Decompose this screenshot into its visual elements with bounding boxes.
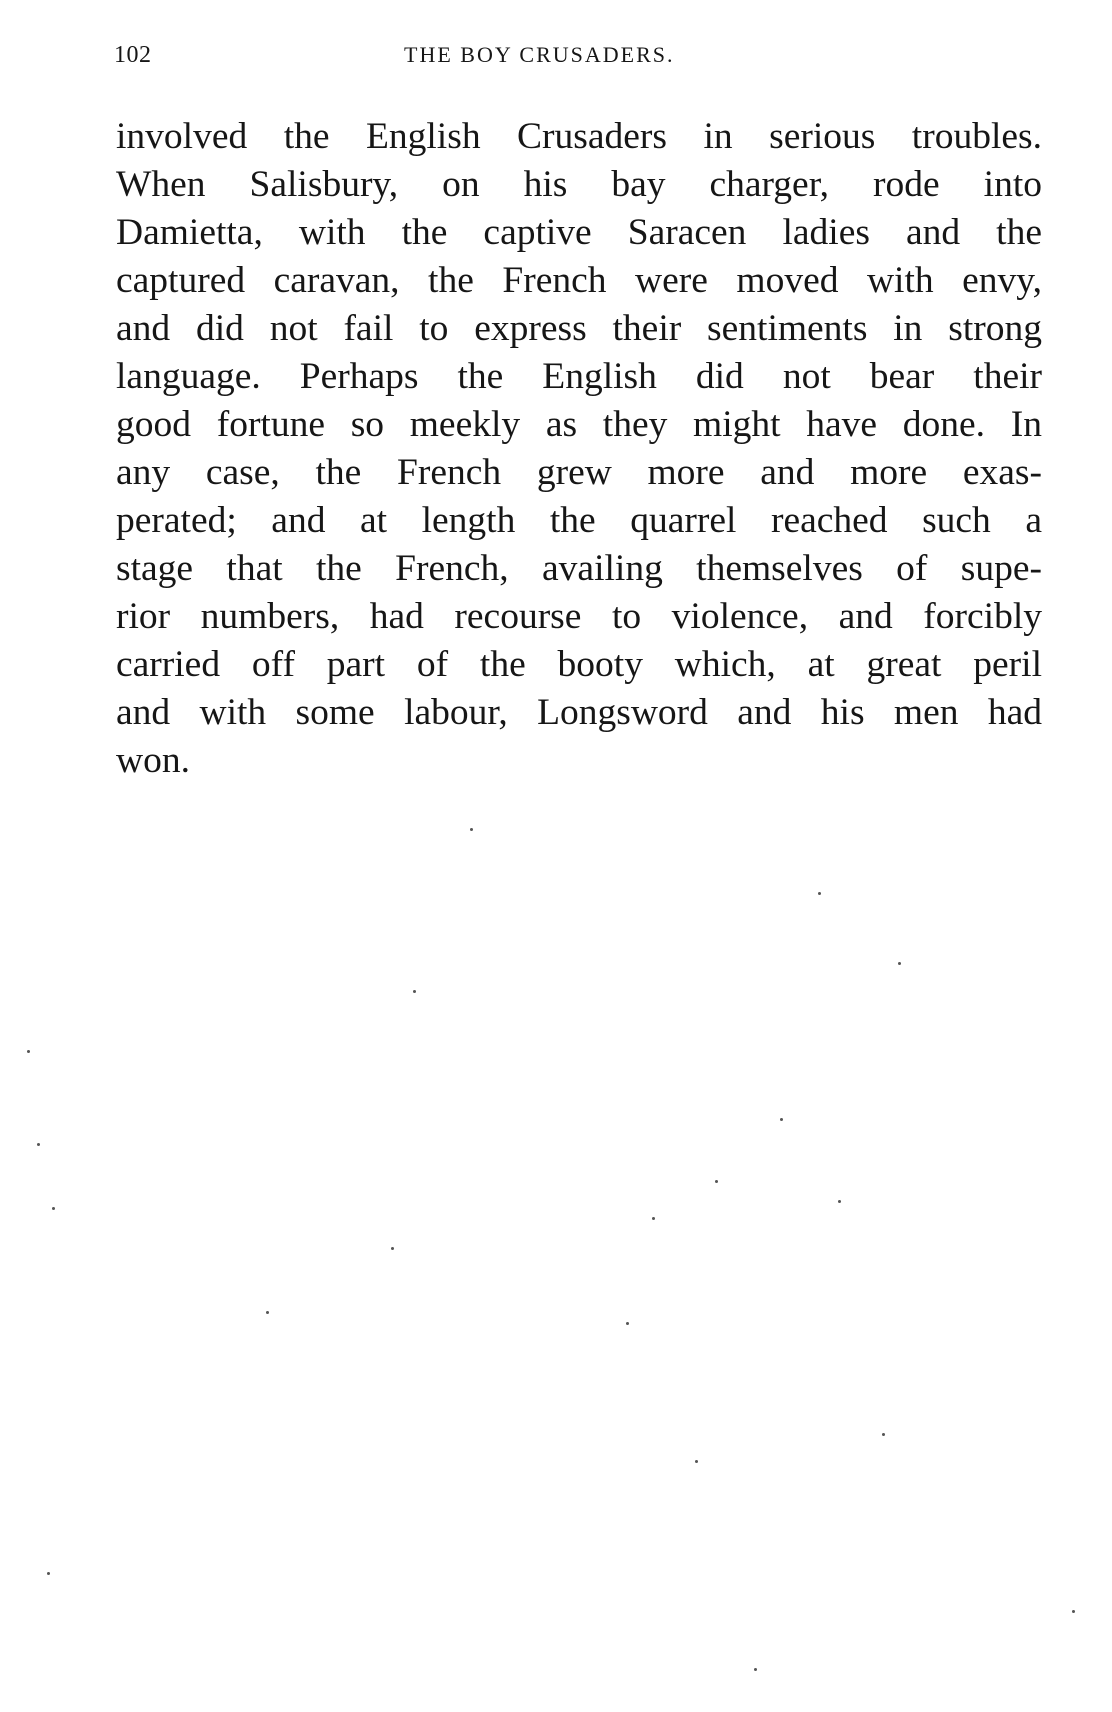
text-line: perated; and at length the quarrel reached such a xyxy=(116,500,1042,541)
scan-speck xyxy=(391,1247,394,1250)
scan-speck xyxy=(818,892,821,895)
text-line: carried off part of the booty which, at great peril xyxy=(116,644,1042,685)
scan-speck xyxy=(695,1460,698,1463)
text-line: stage that the French, availing themselves of supe- xyxy=(116,548,1042,589)
scan-speck xyxy=(52,1207,55,1210)
text-line: and did not fail to express their sentiments in strong xyxy=(116,308,1042,349)
scan-speck xyxy=(266,1311,269,1314)
body-paragraph xyxy=(116,113,1042,785)
running-head xyxy=(114,38,1044,72)
text-line: captured caravan, the French were moved with envy, xyxy=(116,260,1042,301)
scan-speck xyxy=(652,1217,655,1220)
text-line: language. Perhaps the English did not bear their xyxy=(116,356,1042,397)
running-title: THE BOY CRUSADERS. xyxy=(404,42,675,67)
scan-speck xyxy=(882,1433,885,1436)
scan-speck xyxy=(780,1118,783,1121)
text-line: rior numbers, had recourse to violence, and forcibly xyxy=(116,596,1042,637)
scan-speck xyxy=(37,1143,40,1146)
text-line: When Salisbury, on his bay charger, rode into xyxy=(116,164,1042,205)
scan-speck xyxy=(413,990,416,993)
scan-speck xyxy=(898,962,901,965)
text-line: and with some labour, Longsword and his men had xyxy=(116,692,1042,733)
scan-speck xyxy=(1072,1610,1075,1613)
scan-speck xyxy=(470,828,473,831)
scan-speck xyxy=(715,1180,718,1183)
scan-speck xyxy=(626,1322,629,1325)
text-line: involved the English Crusaders in serious troubles. xyxy=(116,116,1042,157)
text-line: good fortune so meekly as they might have done. In xyxy=(116,404,1042,445)
scan-speck xyxy=(838,1200,841,1203)
text-line: Damietta, with the captive Saracen ladies and the xyxy=(116,212,1042,253)
page-number: 102 xyxy=(114,42,152,68)
scan-speck xyxy=(47,1572,50,1575)
text-line: won. xyxy=(116,740,190,781)
text-line: any case, the French grew more and more exas- xyxy=(116,452,1042,493)
scan-speck xyxy=(754,1668,757,1671)
scan-speck xyxy=(27,1050,30,1053)
